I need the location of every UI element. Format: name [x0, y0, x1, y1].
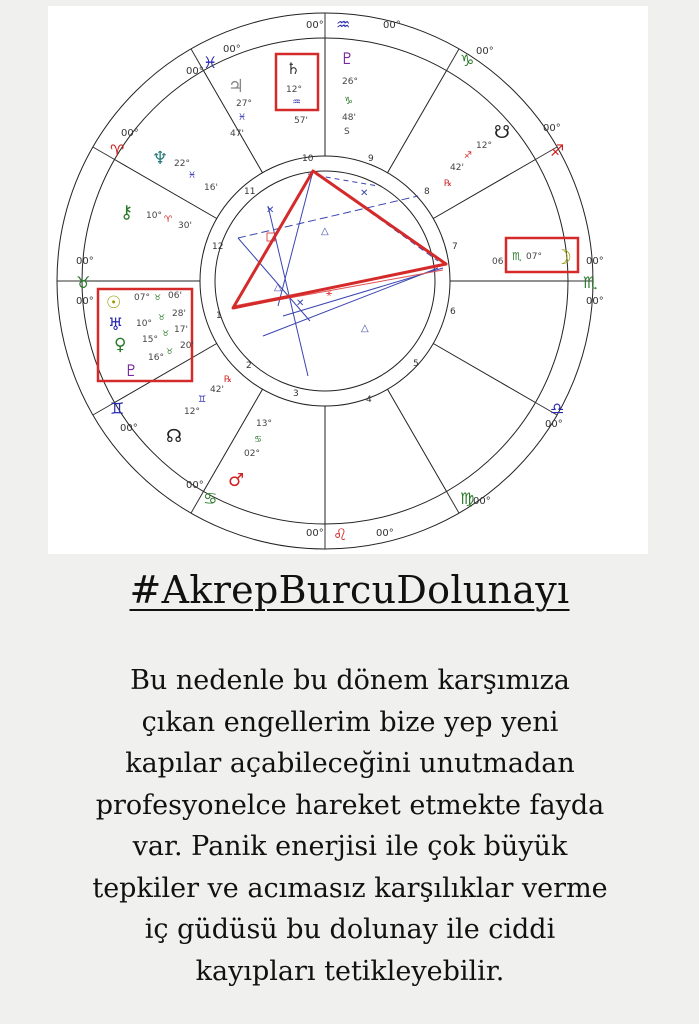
neptune-icon: ♆ — [152, 148, 169, 169]
pisces-icon: ♓ — [203, 53, 218, 72]
paragraph-line: var. Panik enerjisi ile çok büyük — [132, 831, 568, 862]
neptune-degree: 22° — [174, 159, 190, 169]
lower-left-group — [166, 375, 232, 447]
deg-label: 00° — [76, 256, 94, 267]
neptune-minute: 16' — [204, 183, 218, 193]
svg-text:℞: ℞ — [224, 375, 233, 385]
deg-label: 00° — [376, 528, 394, 539]
house-number: 9 — [368, 154, 374, 164]
paragraph-line: çıkan engellerim bize yep yeni — [141, 706, 559, 738]
aquarius-small-icon: ♒ — [292, 97, 301, 108]
mid-degree: 12° — [184, 407, 200, 417]
deg-label: 00° — [186, 66, 204, 77]
deg-label: 00° — [186, 480, 204, 491]
venus-icon: ♀ — [114, 335, 127, 355]
sun-minute: 06' — [168, 291, 182, 301]
node-top-group — [444, 122, 510, 189]
svg-text:♉: ♉ — [158, 313, 166, 322]
aquarius-icon: ♒ — [336, 15, 351, 34]
chiron-group — [120, 202, 192, 231]
body-paragraph — [40, 660, 660, 992]
stellium-group — [98, 289, 194, 381]
house-number: 11 — [244, 187, 256, 197]
house-number: 6 — [450, 307, 456, 317]
house-number: 4 — [366, 395, 372, 405]
moon-degree: 07° — [526, 252, 542, 262]
zodiac-signs — [76, 15, 597, 544]
house-number: 12 — [212, 242, 224, 252]
saturn-icon: ♄ — [286, 59, 301, 78]
saturn-degree: 12° — [286, 85, 302, 95]
svg-text:✕: ✕ — [360, 188, 369, 199]
deg-label: 00° — [383, 20, 401, 31]
libra-icon: ♎ — [550, 399, 565, 418]
node-degree: 12° — [476, 141, 492, 151]
jupiter-minute: 47' — [230, 129, 244, 139]
svg-text:♉: ♉ — [154, 293, 162, 302]
uranus-degree: 10° — [136, 319, 152, 329]
jupiter-group — [228, 76, 252, 139]
scorpio-icon: ♏ — [583, 273, 598, 292]
uranus-minute: 28' — [172, 309, 186, 319]
outer-degree-labels — [76, 20, 604, 539]
venus-degree: 15° — [142, 335, 158, 345]
svg-text:℞: ℞ — [444, 179, 453, 189]
svg-text:♓: ♓ — [238, 113, 247, 123]
deg-label: 00° — [121, 128, 139, 139]
cusp-06: 06 — [492, 257, 504, 267]
moon-icon: ☽ — [554, 245, 572, 269]
paragraph-line: kapılar açabileceğini unutmadan — [125, 748, 575, 779]
svg-text:△: △ — [321, 226, 329, 237]
virgo-icon: ♍ — [460, 489, 475, 508]
svg-text:⚹: ⚹ — [326, 288, 332, 299]
paragraph-line: tepkiler ve acımasız karşılıklar verme — [92, 872, 608, 904]
paragraph-line: profesyonelce hareket etmekte fayda — [95, 789, 605, 821]
house-number: 3 — [293, 389, 299, 399]
uranus-icon: ♅ — [108, 315, 124, 335]
sagittarius-icon: ♐ — [550, 141, 565, 160]
svg-text:♈: ♈ — [164, 215, 173, 225]
cancer-icon: ♋ — [203, 489, 218, 508]
paragraph-line: Bu nedenle bu dönem karşımıza — [130, 665, 570, 696]
deg-label: 00° — [586, 256, 604, 267]
house-number: 8 — [424, 187, 430, 197]
deg-label: 00° — [476, 46, 494, 57]
mars-icon: ♂ — [228, 470, 245, 491]
svg-text:♋: ♋ — [254, 435, 263, 445]
deg-label: 00° — [586, 296, 604, 307]
house-number: 1 — [216, 311, 222, 321]
deg-label: 00° — [545, 419, 563, 430]
saturn-minute: 57' — [294, 116, 308, 126]
south-group — [228, 419, 272, 491]
deg-label: 00° — [223, 44, 241, 55]
svg-text:♊: ♊ — [198, 395, 207, 405]
pluto2-degree: 16° — [148, 353, 164, 363]
deg-label: 00° — [76, 296, 94, 307]
natal-chart-wheel — [48, 6, 648, 554]
pluto-retrograde: S — [344, 127, 350, 137]
moon-sign-icon: ♏ — [512, 250, 522, 263]
taurus-icon: ♉ — [76, 273, 91, 292]
aries-icon: ♈ — [110, 141, 125, 160]
deg-label: 00° — [473, 496, 491, 507]
hashtag-title: #AkrepBurcuDolunayı — [129, 568, 570, 612]
pluto-group — [340, 49, 358, 137]
house-number: 7 — [452, 242, 458, 252]
pluto-icon: ♇ — [340, 49, 355, 68]
south-minute: 13° — [256, 419, 272, 429]
deg-label: 00° — [306, 528, 324, 539]
capricorn-small-icon: ♑ — [344, 96, 353, 107]
mid-minute: 42' — [210, 385, 224, 395]
svg-text:✕: ✕ — [296, 298, 305, 309]
svg-text:♉: ♉ — [166, 347, 174, 356]
pluto-minute: 48' — [342, 113, 356, 123]
gemini-icon: ♊ — [110, 399, 125, 418]
saturn-group — [276, 54, 318, 126]
leo-icon: ♌ — [333, 525, 348, 544]
north-node-icon: ☊ — [166, 426, 182, 447]
house-cusps — [82, 38, 568, 524]
deg-label: 00° — [543, 123, 561, 134]
paragraph-line: kayıpları tetikleyebilir. — [195, 955, 505, 987]
mars-small-icon: ♇ — [124, 361, 139, 380]
paragraph-line: iç güdüsü bu dolunay ile ciddi — [144, 914, 556, 945]
svg-text:♉: ♉ — [162, 329, 170, 338]
house-number: 5 — [413, 359, 419, 369]
node-minute: 42' — [450, 163, 464, 173]
sun-degree: 07° — [134, 293, 150, 303]
deg-label: 00° — [120, 423, 138, 434]
pluto2-minute: 20' — [180, 341, 194, 351]
south-degree: 02° — [244, 449, 260, 459]
svg-text:✕: ✕ — [266, 205, 275, 216]
svg-text:♓: ♓ — [188, 171, 197, 181]
pluto-degree: 26° — [342, 77, 358, 87]
venus-minute: 17' — [174, 325, 188, 335]
jupiter-degree: 27° — [236, 99, 252, 109]
svg-text:♐: ♐ — [464, 151, 473, 161]
capricorn-icon: ♑ — [460, 51, 475, 70]
natal-chart-panel — [48, 6, 648, 554]
chiron-degree: 10° — [146, 211, 162, 221]
chiron-icon: ⚷ — [120, 202, 134, 223]
house-number: 10 — [302, 154, 314, 164]
neptune-group — [152, 148, 218, 193]
chiron-minute: 30' — [178, 221, 192, 231]
house-number: 2 — [246, 361, 252, 371]
svg-text:△: △ — [274, 282, 282, 293]
svg-text:△: △ — [361, 323, 369, 334]
sun-icon: ☉ — [106, 293, 122, 313]
node-icon: ☋ — [494, 122, 510, 143]
highlight-triangle — [233, 171, 446, 308]
deg-label: 00° — [306, 20, 324, 31]
jupiter-icon: ♃ — [228, 76, 245, 97]
